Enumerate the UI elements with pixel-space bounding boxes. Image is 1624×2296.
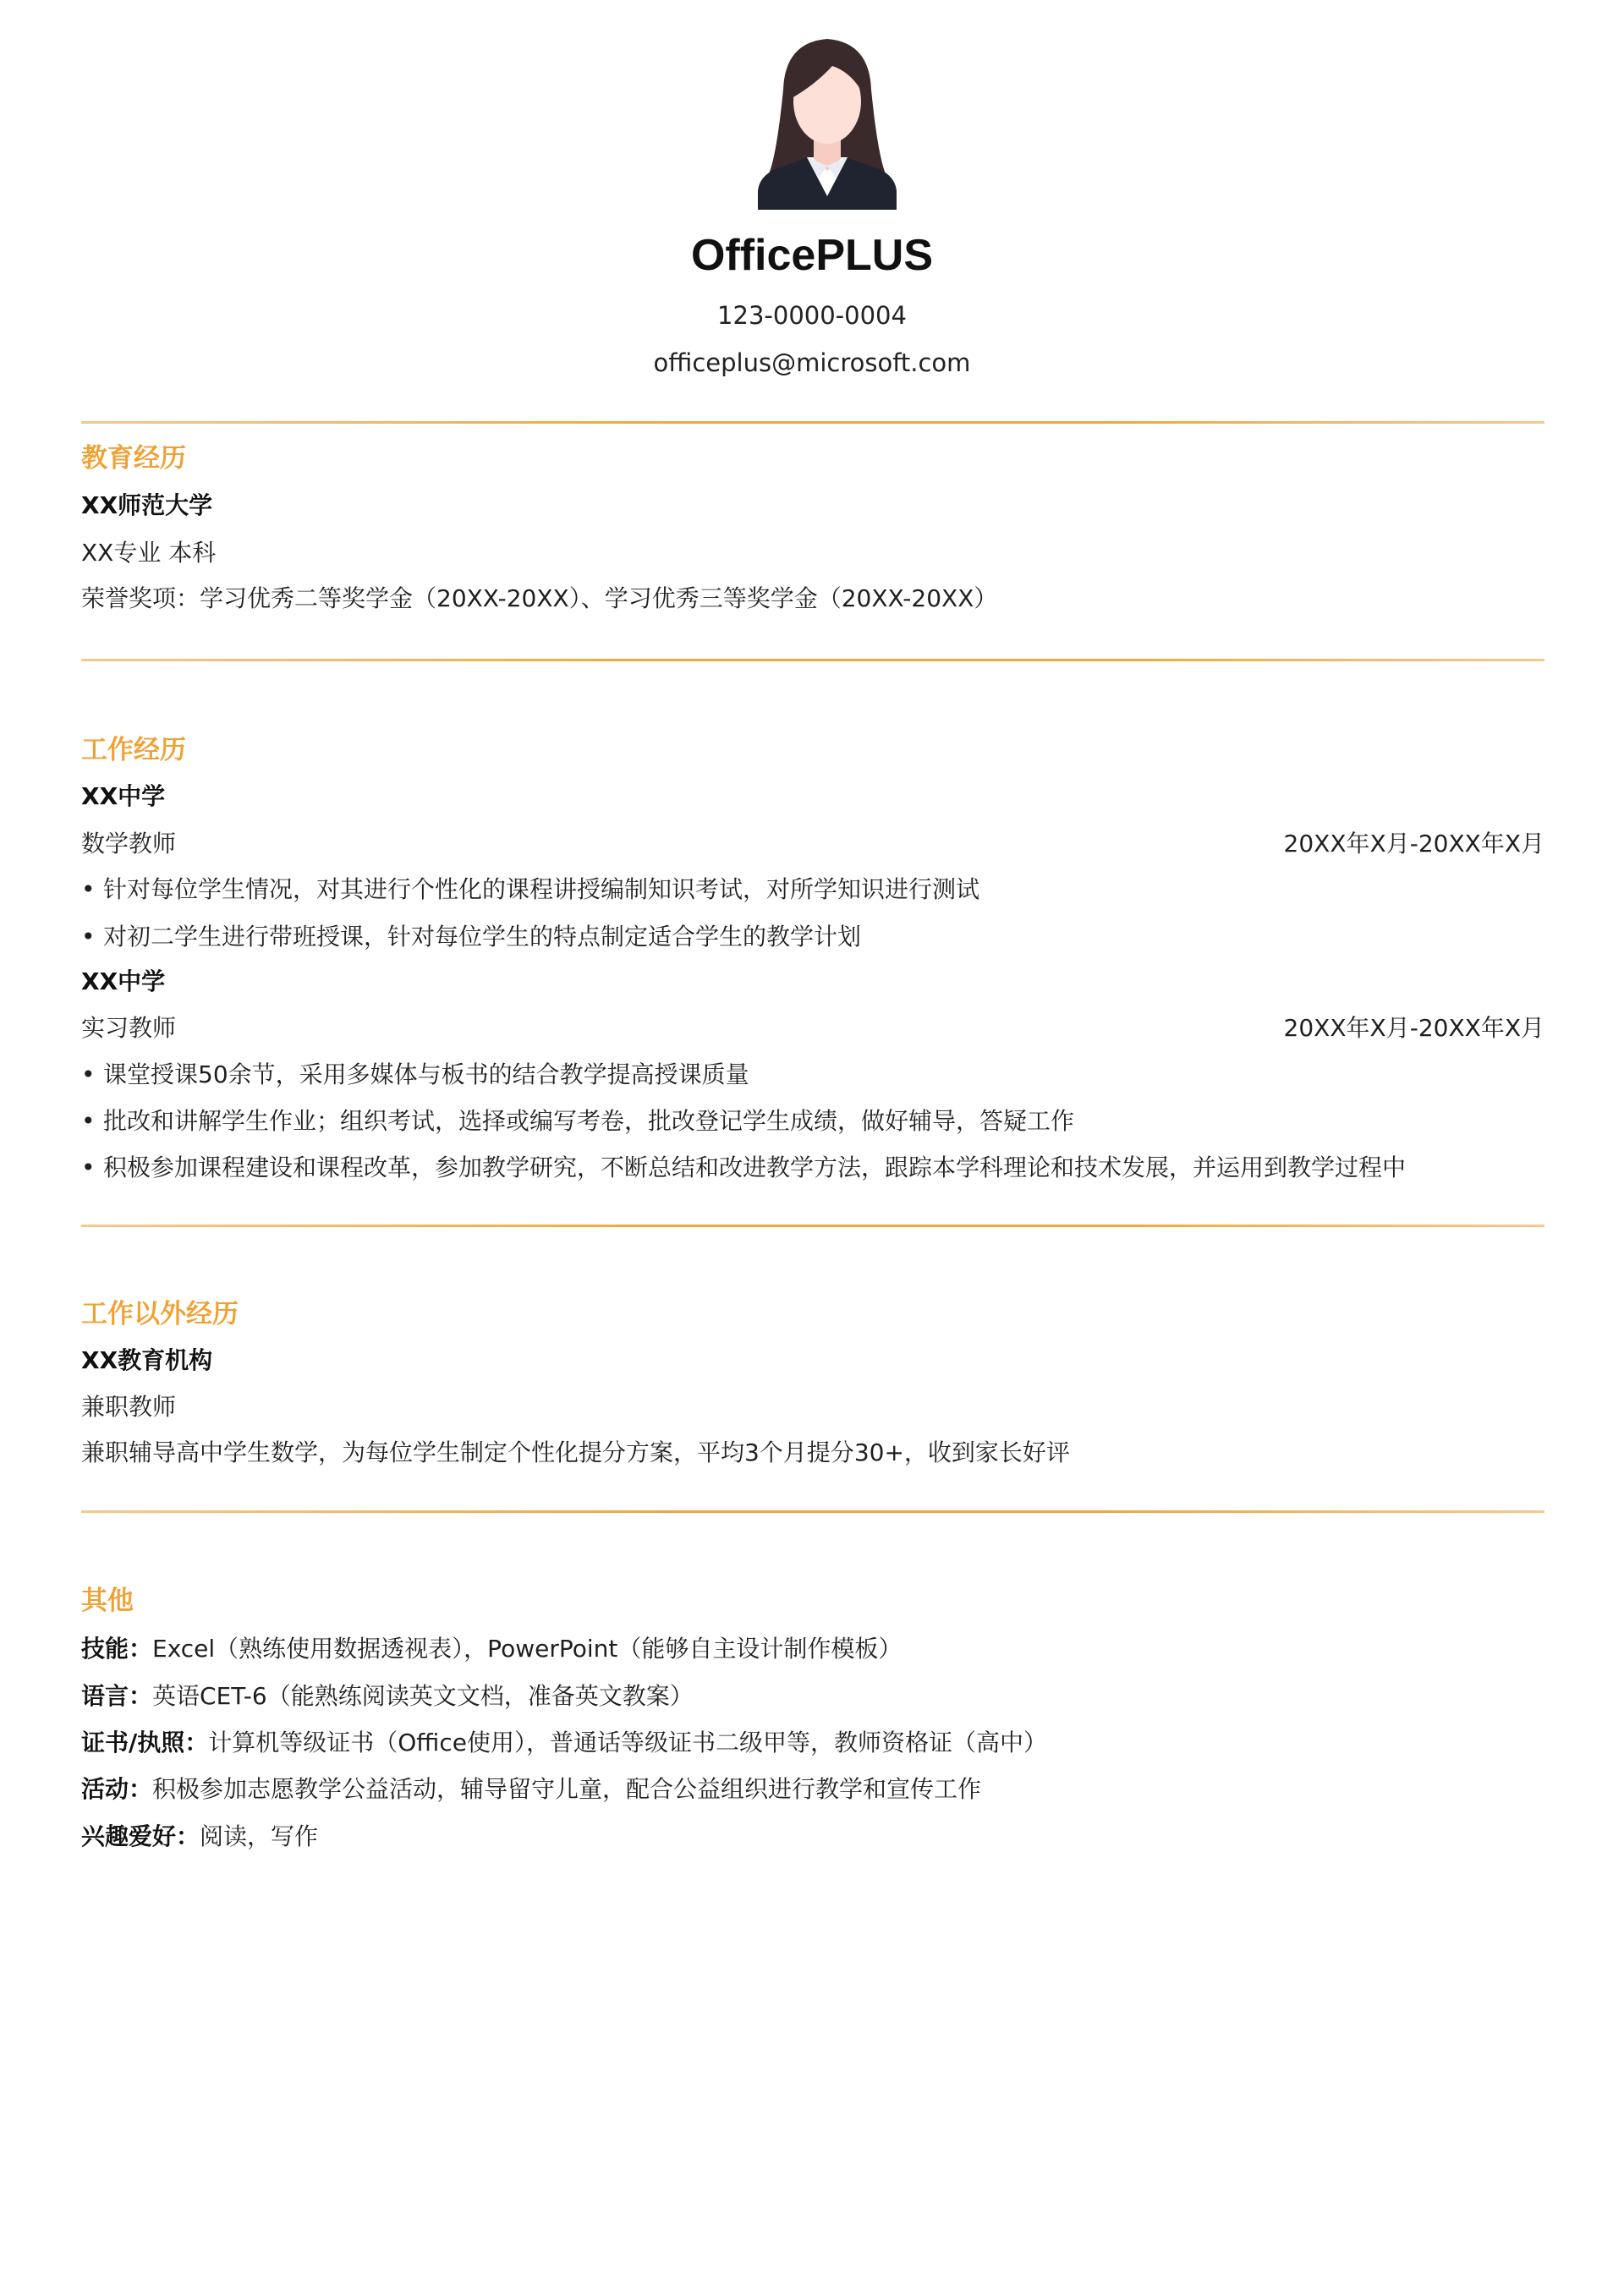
candidate-name: OfficePLUS	[690, 231, 934, 280]
section-title-education: 教育经历	[81, 443, 186, 474]
job-bullet	[81, 1058, 749, 1092]
job-role: 数学教师	[81, 830, 177, 858]
avatar	[751, 30, 903, 210]
divider	[81, 1225, 1544, 1227]
other-item-key: 语言：	[81, 1682, 153, 1710]
job-role: 实习教师	[81, 1014, 177, 1042]
other-item-language	[81, 1680, 694, 1713]
education-school: XX师范大学	[81, 491, 213, 519]
other-item-value: 计算机等级证书（Office使用），普通话等级证书二级甲等，教师资格证（高中）	[208, 1729, 1047, 1756]
divider	[81, 421, 1544, 424]
job-org: XX中学	[81, 782, 166, 810]
other-item-activities	[81, 1773, 981, 1806]
education-honors: 荣誉奖项：学习优秀二等奖学金（20XX-20XX）、学习优秀三等奖学金（20XX-20XX）	[81, 584, 998, 612]
bullet-dot: •	[81, 1153, 96, 1181]
avatar-icon	[758, 39, 897, 210]
other-item-key: 技能：	[81, 1635, 153, 1663]
section-title-other: 其他	[81, 1586, 134, 1616]
email-address: officeplus@microsoft.com	[653, 348, 971, 377]
extra-role: 兼职教师	[81, 1393, 177, 1421]
other-item-skills	[81, 1632, 902, 1666]
other-item-key: 证书/执照：	[81, 1729, 209, 1756]
other-item-value: 积极参加志愿教学公益活动，辅导留守儿童，配合公益组织进行教学和宣传工作	[152, 1775, 982, 1803]
extra-org: XX教育机构	[81, 1346, 213, 1374]
section-title-work: 工作经历	[81, 735, 186, 765]
other-item-certificates	[81, 1726, 1047, 1760]
bullet-dot: •	[81, 875, 96, 903]
bullet-text: 针对每位学生情况，对其进行个性化的课程讲授编制知识考试，对所学知识进行测试	[103, 875, 980, 903]
bullet-text: 课堂授课50余节，采用多媒体与板书的结合教学提高授课质量	[103, 1060, 749, 1088]
job-bullet	[81, 920, 861, 954]
bullet-dot: •	[81, 923, 96, 951]
section-title-extra: 工作以外经历	[81, 1299, 239, 1329]
divider	[81, 659, 1544, 661]
job-date: 20XX年X月-20XX年X月	[1283, 830, 1544, 858]
bullet-text: 积极参加课程建设和课程改革，参加教学研究，不断总结和改进教学方法，跟踪本学科理论和技术发展，并运用到教学过程中	[103, 1153, 1407, 1181]
phone-number: 123-0000-0004	[717, 301, 907, 330]
job-bullet	[81, 1104, 1074, 1138]
other-item-key: 活动：	[81, 1775, 153, 1803]
other-item-key: 兴趣爱好：	[81, 1822, 200, 1850]
bullet-dot: •	[81, 1107, 96, 1135]
other-item-hobbies	[81, 1820, 318, 1854]
extra-desc: 兼职辅导高中学生数学，为每位学生制定个性化提分方案，平均3个月提分30+，收到家长好评	[81, 1438, 1070, 1466]
job-date: 20XX年X月-20XX年X月	[1283, 1014, 1544, 1042]
other-item-value: 阅读，写作	[200, 1822, 319, 1850]
job-bullet	[81, 873, 979, 907]
other-item-value: Excel（熟练使用数据透视表），PowerPoint（能够自主设计制作模板）	[152, 1635, 903, 1663]
job-org: XX中学	[81, 967, 166, 995]
education-major: XX专业 本科	[81, 539, 217, 567]
bullet-text: 对初二学生进行带班授课，针对每位学生的特点制定适合学生的教学计划	[103, 923, 862, 951]
bullet-text: 批改和讲解学生作业；组织考试，选择或编写考卷，批改登记学生成绩，做好辅导，答疑工作	[103, 1107, 1075, 1135]
other-item-value: 英语CET-6（能熟练阅读英文文档，准备英文教案）	[152, 1682, 694, 1710]
divider	[81, 1510, 1544, 1513]
bullet-dot: •	[81, 1060, 96, 1088]
job-bullet	[81, 1151, 1406, 1185]
